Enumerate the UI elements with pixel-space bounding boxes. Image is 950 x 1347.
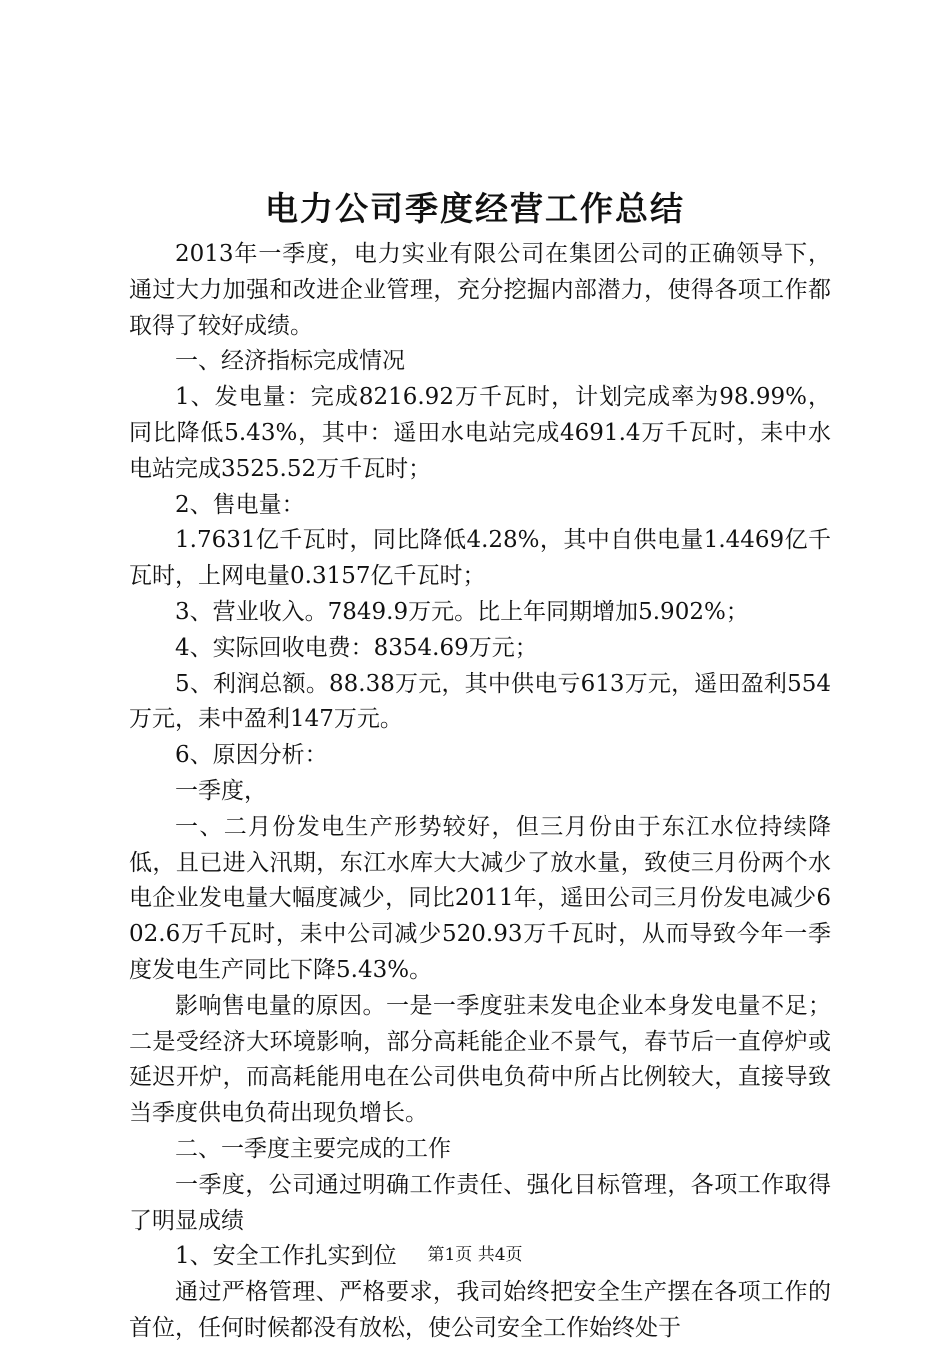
paragraph-sales-factors: 影响售电量的原因。一是一季度驻耒发电企业本身发电量不足；二是受经济大环境影响，部分高耗能企业不景气，春节后一直停炉或延迟开炉，而高耗能用电在公司供电负荷中所占比例较大，直接导致当季度供电负荷出现负增长。 (129, 992, 831, 1127)
paragraph-power-generation: 1、发电量：完成8216.92万千瓦时，计划完成率为98.99%，同比降低5.43%，其中：遥田水电站完成4691.4万千瓦时，耒中水电站完成3525.52万千瓦时； (129, 384, 831, 482)
paragraph-fee-recovery: 4、实际回收电费：8354.69万元； (175, 634, 538, 661)
page-footer: 第1页 共4页 (427, 1245, 523, 1265)
heading-main-work: 二、一季度主要完成的工作 (175, 1135, 451, 1162)
heading-economic-indicators: 一、经济指标完成情况 (175, 348, 405, 375)
document-title: 电力公司季度经营工作总结 (265, 189, 685, 228)
paragraph-safety-management: 通过严格管理、严格要求，我司始终把安全生产摆在各项工作的首位，任何时候都没有放松，使公司安全工作始终处于 (129, 1279, 831, 1341)
paragraph-generation-decline: 一、二月份发电生产形势较好，但三月份由于东江水位持续降低，且已进入汛期，东江水库大大减少了放水量，致使三月份两个水电企业发电量大幅度减少，同比2011年，遥田公司三月份发电减少602.6万千瓦时，耒中公司减少520.93万千瓦时，从而导致今年一季度发电生产同比下降5.43%。 (129, 813, 831, 983)
paragraph-cause-analysis: 6、原因分析： (175, 742, 328, 769)
paragraph-electricity-sales-label: 2、售电量： (175, 491, 305, 518)
paragraph-electricity-sales: 1.7631亿千瓦时，同比降低4.28%，其中自供电量1.4469亿千瓦时，上网电量0.3157亿千瓦时； (129, 527, 831, 590)
paragraph-first-quarter: 一季度， (175, 777, 267, 804)
paragraph-total-profit: 5、利润总额。88.38万元，其中供电亏613万元，遥田盈利554万元，耒中盈利147万元。 (129, 670, 831, 733)
document-body (129, 237, 831, 1347)
heading-safety-work: 1、安全工作扎实到位 (175, 1243, 397, 1270)
paragraph-intro: 2013年一季度，电力实业有限公司在集团公司的正确领导下，通过大力加强和改进企业管理，充分挖掘内部潜力，使得各项工作都取得了较好成绩。 (129, 241, 831, 339)
paragraph-operating-revenue: 3、营业收入。7849.9万元。比上年同期增加5.902%； (175, 598, 749, 625)
paragraph-work-summary: 一季度，公司通过明确工作责任、强化目标管理，各项工作取得了明显成绩 (129, 1171, 831, 1234)
